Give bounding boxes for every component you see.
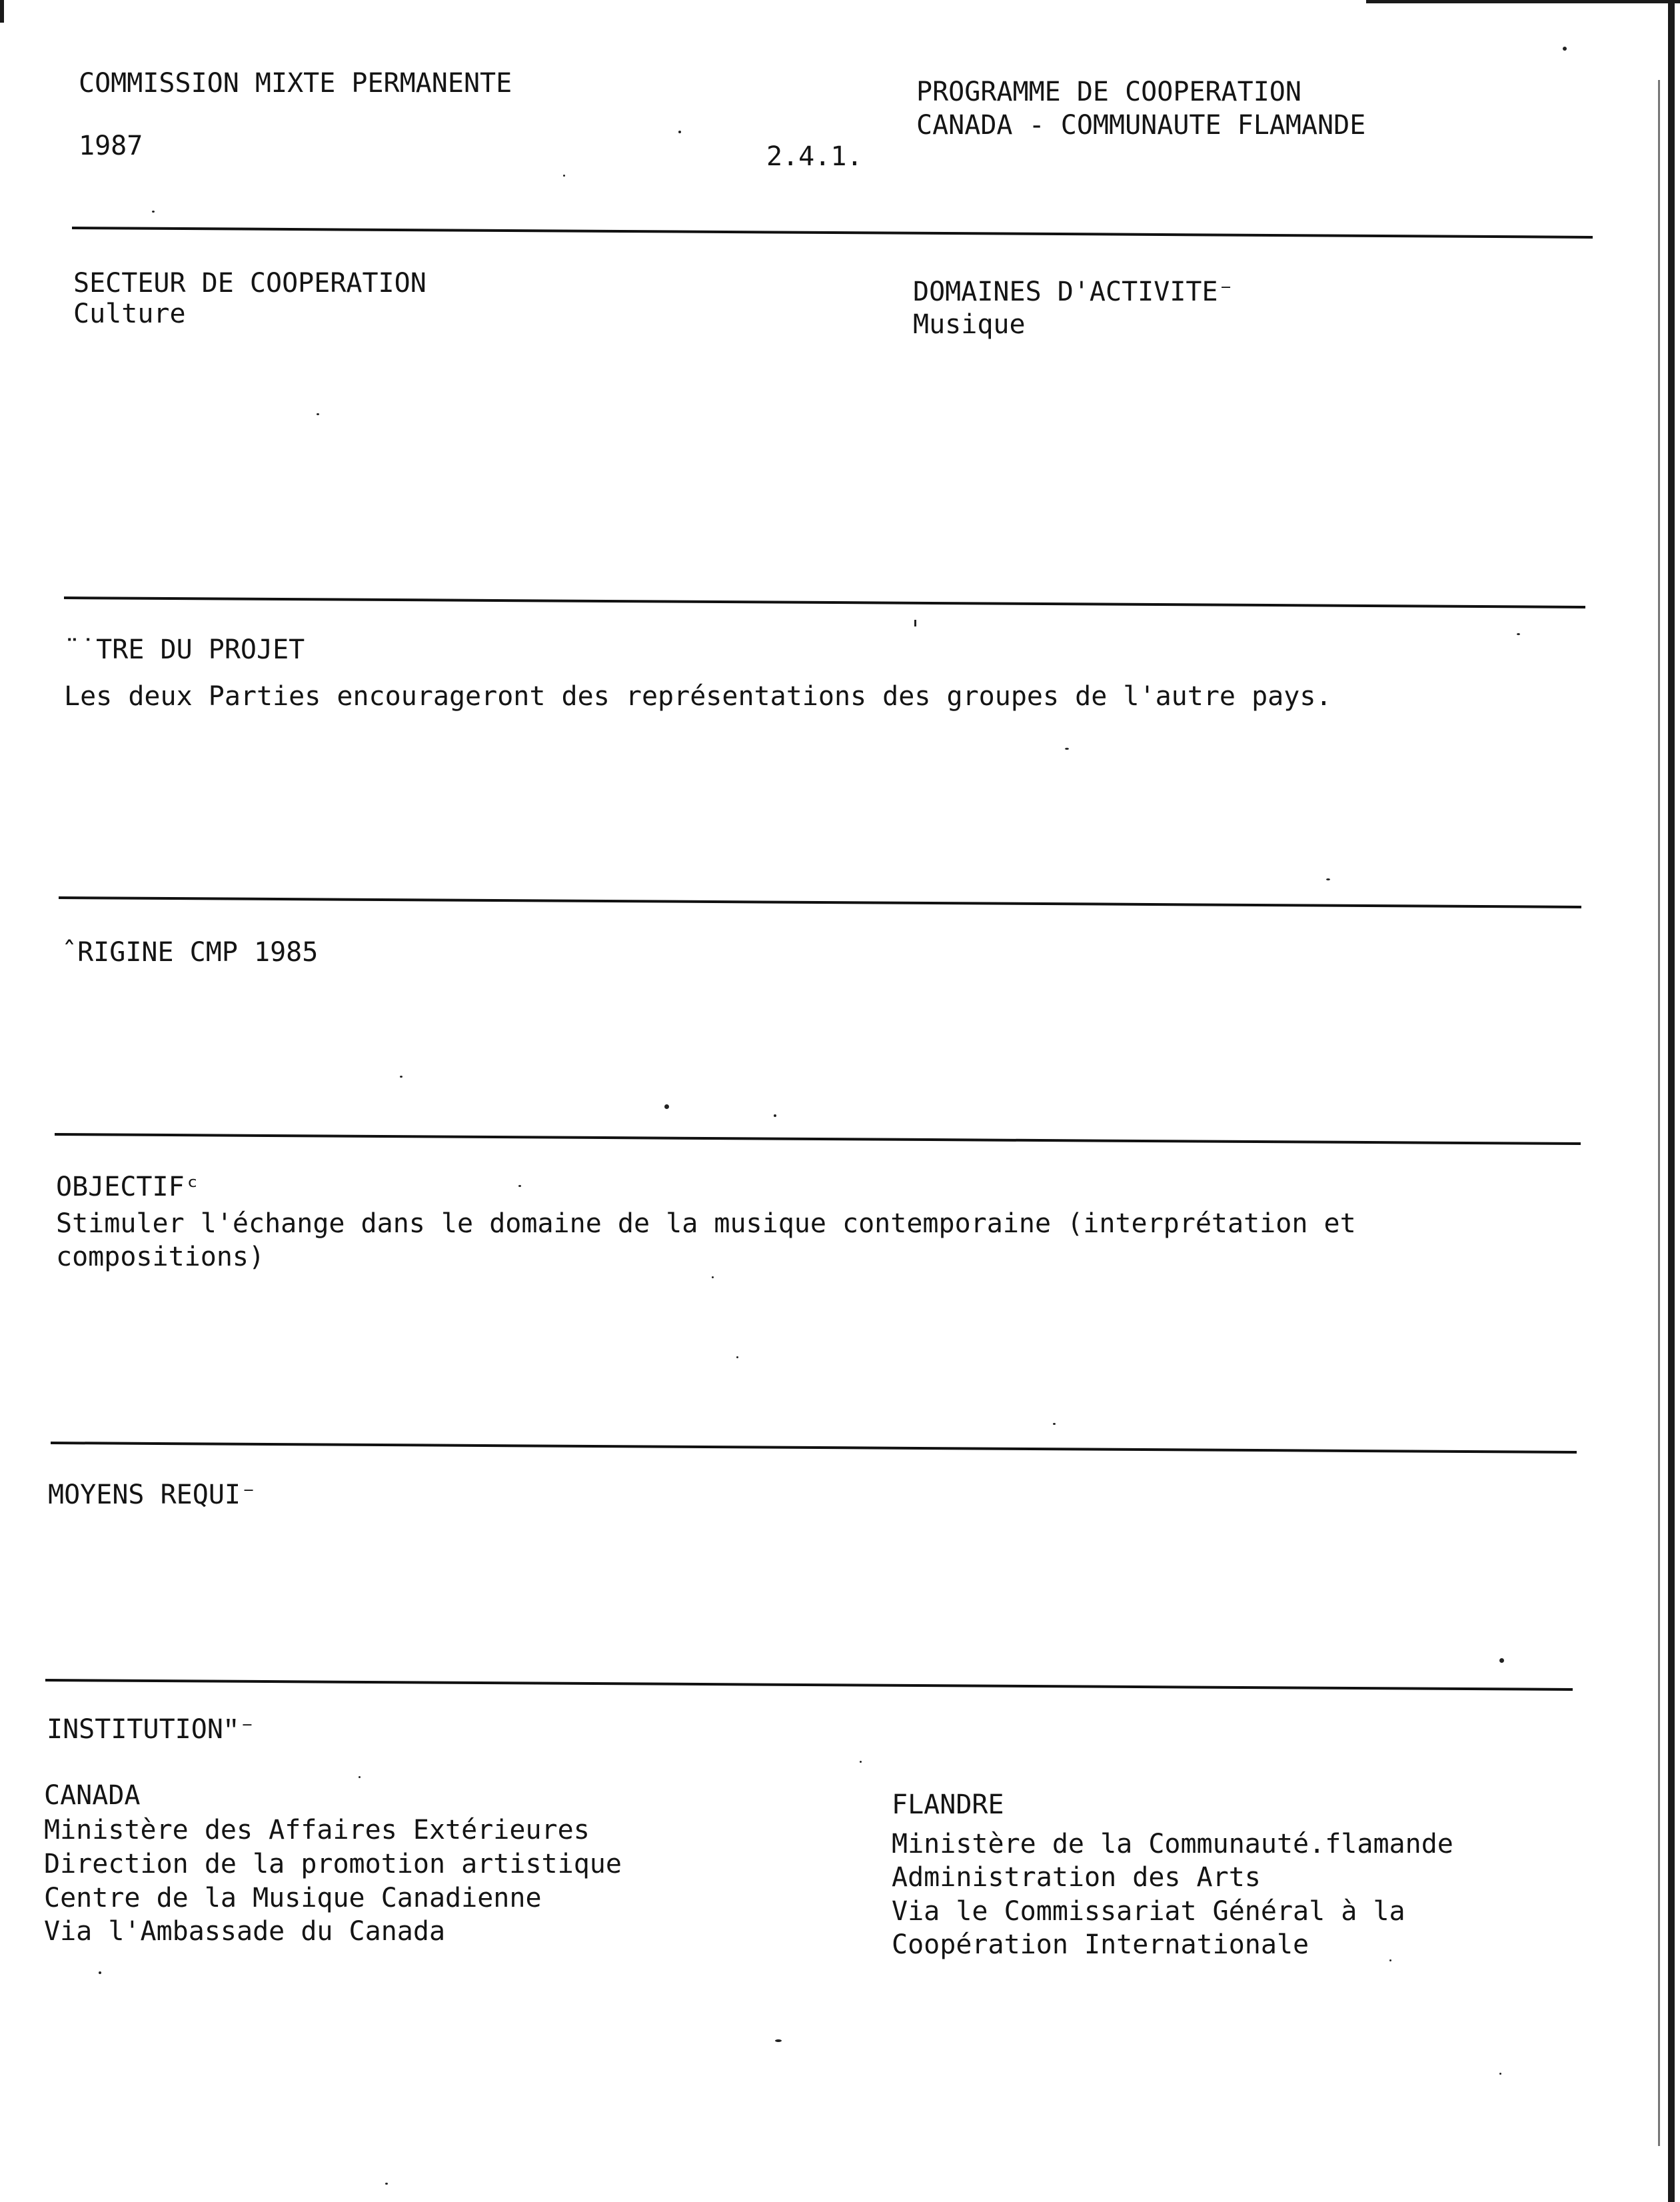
domaines-label: DOMAINES D'ACTIVITE⁻ bbox=[913, 277, 1234, 307]
domaines-value: Musique bbox=[913, 309, 1026, 340]
scan-speck bbox=[1053, 1423, 1056, 1425]
scan-speck bbox=[563, 175, 565, 177]
objectifs-line1: Stimuler l'échange dans le domaine de la musique contemporaine (interprétation et bbox=[56, 1208, 1356, 1239]
scan-speck bbox=[317, 413, 319, 415]
scan-speck bbox=[1517, 633, 1520, 635]
scan-speck bbox=[99, 1971, 101, 1974]
section-divider-1 bbox=[72, 227, 1593, 239]
scan-speck bbox=[1563, 47, 1567, 51]
scan-speck bbox=[712, 1276, 714, 1278]
scan-speck bbox=[1499, 2073, 1501, 2075]
programme-title-line2: CANADA - COMMUNAUTE FLAMANDE bbox=[916, 110, 1366, 141]
titre-label: ¨˙TRE DU PROJET bbox=[64, 634, 305, 665]
scan-speck bbox=[914, 620, 916, 626]
commission-title: COMMISSION MIXTE PERMANENTE bbox=[79, 68, 512, 99]
programme-title-line1: PROGRAMME DE COOPERATION bbox=[916, 77, 1301, 107]
section-divider-4 bbox=[55, 1133, 1581, 1145]
reference-number: 2.4.1. bbox=[766, 141, 863, 172]
scan-speck bbox=[774, 1114, 776, 1117]
flandre-heading: FLANDRE bbox=[892, 1789, 1004, 1820]
flandre-line-4: Coopération Internationale bbox=[892, 1929, 1309, 1960]
objectifs-line2: compositions) bbox=[56, 1242, 265, 1272]
scan-speck bbox=[678, 131, 681, 133]
scan-speck bbox=[1326, 878, 1330, 880]
scan-speck bbox=[860, 1761, 862, 1763]
flandre-line-1: Ministère de la Communauté.flamande bbox=[892, 1829, 1453, 1859]
scan-speck bbox=[1065, 748, 1069, 750]
scan-edge-inner bbox=[1658, 80, 1660, 2146]
section-divider-6 bbox=[45, 1679, 1573, 1691]
scan-edge-right bbox=[1668, 0, 1675, 2202]
secteur-value: Culture bbox=[73, 299, 186, 329]
objectifs-label: OBJECTIFᶜ bbox=[56, 1172, 201, 1202]
section-divider-3 bbox=[59, 896, 1581, 908]
secteur-label: SECTEUR DE COOPERATION bbox=[73, 268, 426, 299]
scan-speck bbox=[1499, 1658, 1504, 1663]
canada-line-2: Direction de la promotion artistique bbox=[44, 1849, 622, 1879]
canada-line-1: Ministère des Affaires Extérieures bbox=[44, 1815, 590, 1845]
scan-speck bbox=[736, 1356, 738, 1358]
scan-edge-top bbox=[1366, 0, 1680, 3]
titre-value: Les deux Parties encourageront des représentations des groupes de l'autre pays. bbox=[64, 681, 1332, 712]
origine-label: ˆRIGINE CMP 1985 bbox=[61, 937, 319, 968]
scan-speck bbox=[359, 1776, 361, 1778]
flandre-line-2: Administration des Arts bbox=[892, 1862, 1261, 1893]
section-divider-5 bbox=[51, 1442, 1577, 1454]
scan-speck bbox=[664, 1104, 669, 1109]
canada-line-4: Via l'Ambassade du Canada bbox=[44, 1916, 446, 1947]
section-divider-2 bbox=[64, 596, 1585, 608]
canada-heading: CANADA bbox=[44, 1780, 141, 1811]
scan-speck bbox=[1389, 1959, 1391, 1961]
scan-speck bbox=[775, 2039, 782, 2042]
scan-speck bbox=[385, 2183, 388, 2185]
scan-speck bbox=[152, 211, 155, 213]
canada-line-3: Centre de la Musique Canadienne bbox=[44, 1883, 542, 1913]
institutions-label: INSTITUTIONʺ⁻ bbox=[47, 1714, 255, 1745]
scan-mark-left bbox=[0, 0, 4, 23]
scan-speck bbox=[518, 1185, 521, 1187]
document-year: 1987 bbox=[79, 131, 143, 161]
moyens-label: MOYENS REQUI⁻ bbox=[48, 1480, 257, 1510]
flandre-line-3: Via le Commissariat Général à la bbox=[892, 1896, 1405, 1927]
scan-speck bbox=[400, 1076, 403, 1078]
